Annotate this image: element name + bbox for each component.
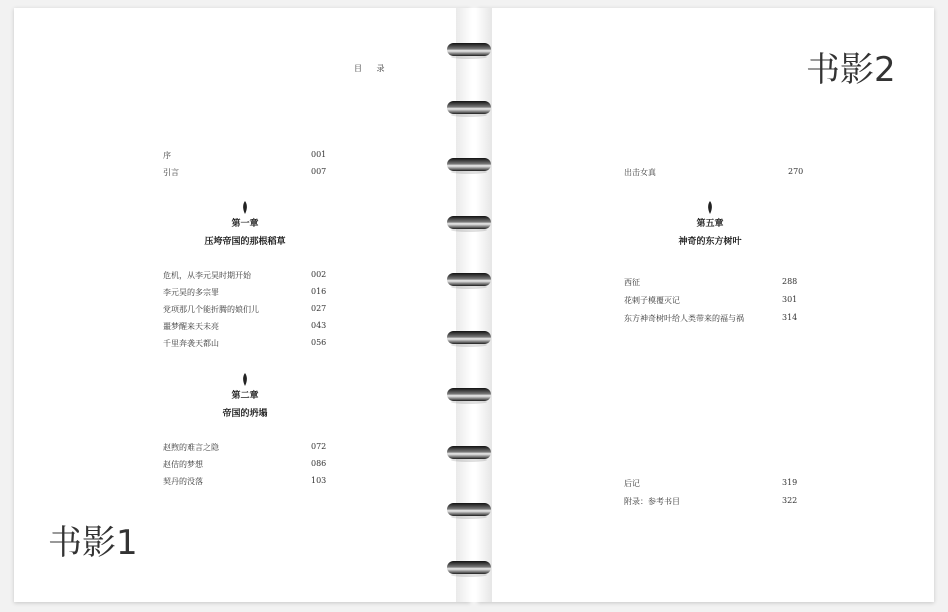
entry-title: 花剌子模覆灭记 xyxy=(624,296,680,305)
chapter-number: 第一章 xyxy=(231,219,259,229)
entry-page: 072 xyxy=(311,442,327,451)
book-label-1: 书影1 xyxy=(48,523,138,563)
entry-page: 001 xyxy=(311,150,327,159)
entry-page: 314 xyxy=(782,313,798,322)
entry-page: 301 xyxy=(782,295,798,304)
binding-ring xyxy=(444,558,494,578)
chapter-number: 第二章 xyxy=(231,391,259,401)
chapter-name: 神奇的东方树叶 xyxy=(678,237,742,247)
entry-title: 序 xyxy=(163,151,171,160)
entry-page: 043 xyxy=(311,321,327,330)
binding-ring xyxy=(444,385,494,405)
entry-title: 附录：参考书目 xyxy=(624,497,680,506)
leaf-ornament-icon xyxy=(242,373,248,386)
entry-title: 引言 xyxy=(163,168,179,177)
chapter-1-heading xyxy=(190,201,300,247)
chapter-number: 第五章 xyxy=(696,219,724,229)
entry-page: 016 xyxy=(311,287,327,296)
binding-ring xyxy=(444,270,494,290)
entry-title: 东方神奇树叶给人类带来的福与祸 xyxy=(624,314,744,323)
entry-title: 党项那几个能折腾的娘们儿 xyxy=(163,305,259,314)
binding-ring xyxy=(444,443,494,463)
entry-page: 086 xyxy=(311,459,327,468)
entry-page: 103 xyxy=(311,476,327,485)
chapter-name: 帝国的坍塌 xyxy=(222,409,268,419)
entry-page: 056 xyxy=(311,338,327,347)
book-label-2: 书影2 xyxy=(806,50,896,90)
entry-title: 噩梦醒来天未亮 xyxy=(163,322,219,331)
entry-page: 319 xyxy=(782,478,798,487)
entry-title: 赵煦的难言之隐 xyxy=(163,443,219,452)
chapter-2-heading xyxy=(190,373,300,419)
toc-title: 目 录 xyxy=(354,64,391,73)
entry-title: 后记 xyxy=(624,479,640,488)
binding-ring xyxy=(444,98,494,118)
binding-ring xyxy=(444,155,494,175)
chapter-5-heading xyxy=(655,201,765,247)
chapter-name: 压垮帝国的那根稻草 xyxy=(204,237,286,247)
entry-title: 赵佶的梦想 xyxy=(163,460,203,469)
entry-page: 007 xyxy=(311,167,327,176)
entry-page: 322 xyxy=(782,496,798,505)
right-page xyxy=(478,8,934,602)
entry-title: 李元昊的多宗罪 xyxy=(163,288,219,297)
entry-page: 270 xyxy=(788,167,804,176)
entry-title: 千里奔袭天都山 xyxy=(163,339,219,348)
entry-title: 西征 xyxy=(624,278,640,287)
leaf-ornament-icon xyxy=(707,201,713,214)
entry-title: 危机，从李元昊时期开始 xyxy=(163,271,251,280)
entry-page: 288 xyxy=(782,277,798,286)
entry-page: 027 xyxy=(311,304,327,313)
entry-title: 出击女真 xyxy=(624,168,656,177)
binding-ring xyxy=(444,213,494,233)
leaf-ornament-icon xyxy=(242,201,248,214)
entry-title: 契丹的没落 xyxy=(163,477,203,486)
binding-ring xyxy=(444,40,494,60)
binding-ring xyxy=(444,328,494,348)
entry-page: 002 xyxy=(311,270,327,279)
binding-ring xyxy=(444,500,494,520)
